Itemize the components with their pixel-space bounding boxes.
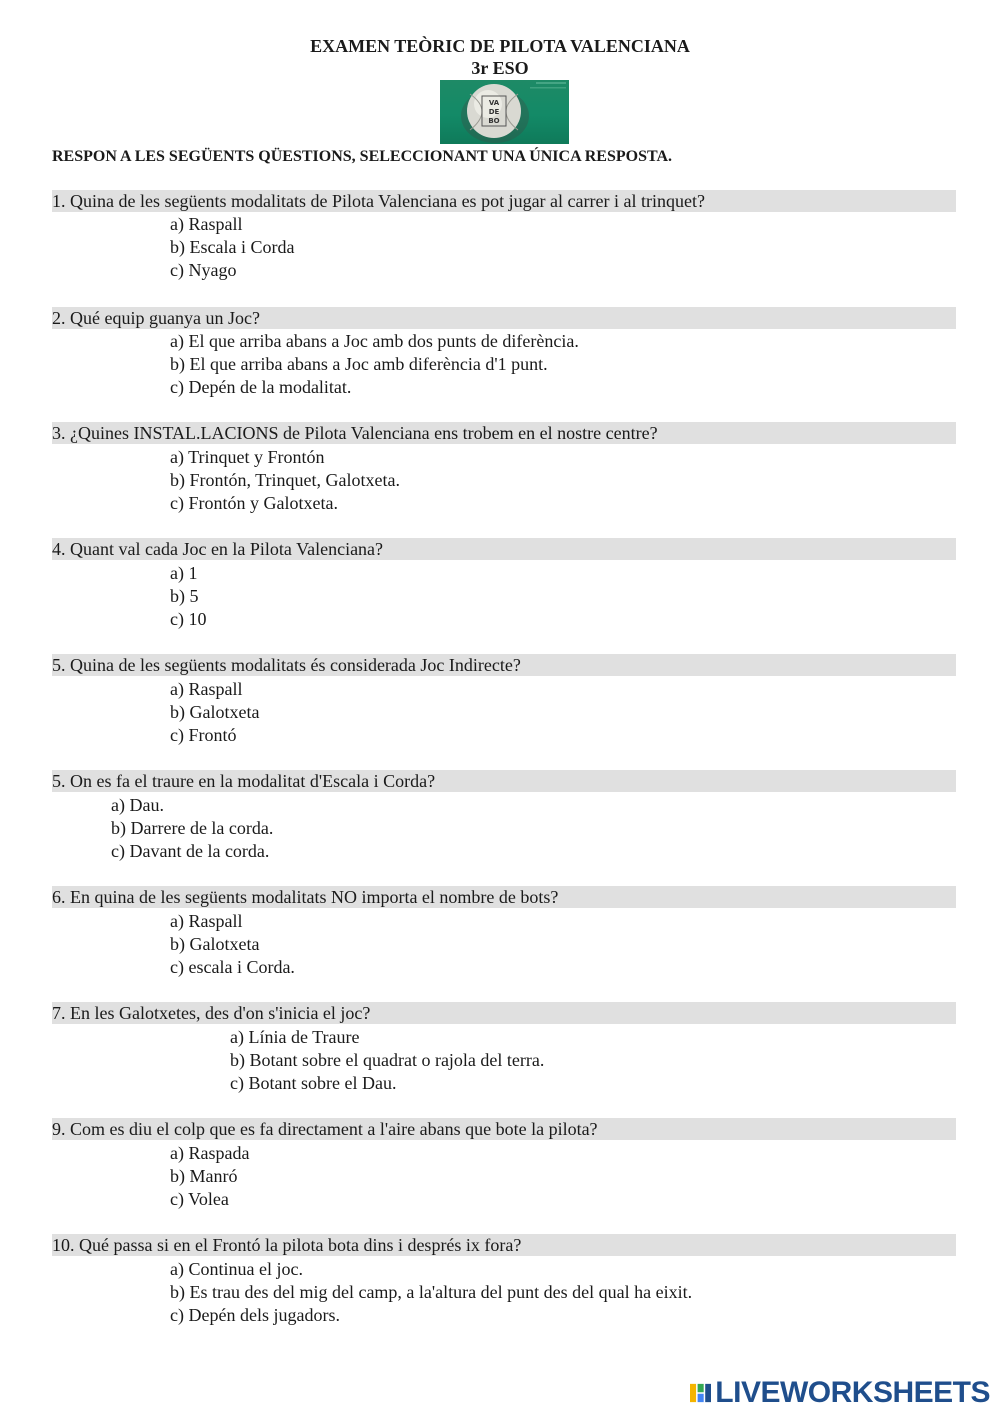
question-7-option-a[interactable]: a) Línia de Traure <box>230 1027 360 1047</box>
question-1-option-b[interactable]: b) Escala i Corda <box>170 237 295 257</box>
ball-stamp-line: DE <box>488 108 500 116</box>
liveworksheets-logo-icon <box>690 1379 711 1407</box>
question-9-option-b[interactable]: b) Manró <box>170 1166 238 1186</box>
question-7-option-b[interactable]: b) Botant sobre el quadrat o rajola del terra. <box>230 1050 545 1070</box>
question-5-option-a[interactable]: a) Raspall <box>170 679 243 699</box>
question-6: 6. En quina de les següents modalitats NO importa el nombre de bots? <box>52 886 956 908</box>
pilota-ball-image <box>440 80 569 144</box>
question-3: 3. ¿Quines INSTAL.LACIONS de Pilota Valenciana ens trobem en el nostre centre? <box>52 422 956 444</box>
question-6-option-a[interactable]: a) Raspall <box>170 911 243 931</box>
question-3-option-a[interactable]: a) Trinquet y Frontón <box>170 447 325 467</box>
question-4: 4. Quant val cada Joc en la Pilota Valenciana? <box>52 538 956 560</box>
question-1-option-c[interactable]: c) Nyago <box>170 260 237 280</box>
ball-stamp-line: BO <box>488 117 500 125</box>
question-10: 10. Qué passa si en el Frontó la pilota bota dins i després ix fora? <box>52 1234 956 1256</box>
question-2-option-a[interactable]: a) El que arriba abans a Joc amb dos punts de diferència. <box>170 331 579 351</box>
question-6-option-c[interactable]: c) escala i Corda. <box>170 957 295 977</box>
question-5b-option-a[interactable]: a) Dau. <box>111 795 164 815</box>
liveworksheets-wordmark: LIVEWORKSHEETS <box>715 1376 990 1409</box>
question-9-option-a[interactable]: a) Raspada <box>170 1143 250 1163</box>
question-5b-option-c[interactable]: c) Davant de la corda. <box>111 841 270 861</box>
question-2-option-b[interactable]: b) El que arriba abans a Joc amb diferència d'1 punt. <box>170 354 548 374</box>
question-6-option-b[interactable]: b) Galotxeta <box>170 934 260 954</box>
question-5: 5. Quina de les següents modalitats és considerada Joc Indirecte? <box>52 654 956 676</box>
question-9: 9. Com es diu el colp que es fa directament a l'aire abans que bote la pilota? <box>52 1118 956 1140</box>
question-5-option-c[interactable]: c) Frontó <box>170 725 237 745</box>
page-subtitle: 3r ESO <box>471 58 529 78</box>
instructions: RESPON A LES SEGÜENTS QÜESTIONS, SELECCIONANT UNA ÚNICA RESPOSTA. <box>52 148 673 165</box>
question-10-option-c[interactable]: c) Depén dels jugadors. <box>170 1305 340 1325</box>
page-title: EXAMEN TEÒRIC DE PILOTA VALENCIANA <box>310 36 690 56</box>
question-4-option-c[interactable]: c) 10 <box>170 609 207 629</box>
question-10-option-a[interactable]: a) Continua el joc. <box>170 1259 303 1279</box>
question-9-option-c[interactable]: c) Volea <box>170 1189 229 1209</box>
question-10-option-b[interactable]: b) Es trau des del mig del camp, a la'altura del punt des del qual ha eixit. <box>170 1282 693 1302</box>
question-5b-option-b[interactable]: b) Darrere de la corda. <box>111 818 274 838</box>
liveworksheets-brand <box>690 1373 990 1413</box>
question-3-option-b[interactable]: b) Frontón, Trinquet, Galotxeta. <box>170 470 400 490</box>
question-1: 1. Quina de les següents modalitats de Pilota Valenciana es pot jugar al carrer i al trinquet? <box>52 190 956 212</box>
ball-stamp-line: VA <box>488 99 500 107</box>
question-2: 2. Qué equip guanya un Joc? <box>52 307 956 329</box>
question-1-option-a[interactable]: a) Raspall <box>170 214 243 234</box>
question-5-option-b[interactable]: b) Galotxeta <box>170 702 260 722</box>
question-5b: 5. On es fa el traure en la modalitat d'Escala i Corda? <box>52 770 956 792</box>
question-4-option-a[interactable]: a) 1 <box>170 563 198 583</box>
question-3-option-c[interactable]: c) Frontón y Galotxeta. <box>170 493 338 513</box>
question-7-option-c[interactable]: c) Botant sobre el Dau. <box>230 1073 397 1093</box>
question-2-option-c[interactable]: c) Depén de la modalitat. <box>170 377 352 397</box>
question-7: 7. En les Galotxetes, des d'on s'inicia el joc? <box>52 1002 956 1024</box>
question-4-option-b[interactable]: b) 5 <box>170 586 199 606</box>
